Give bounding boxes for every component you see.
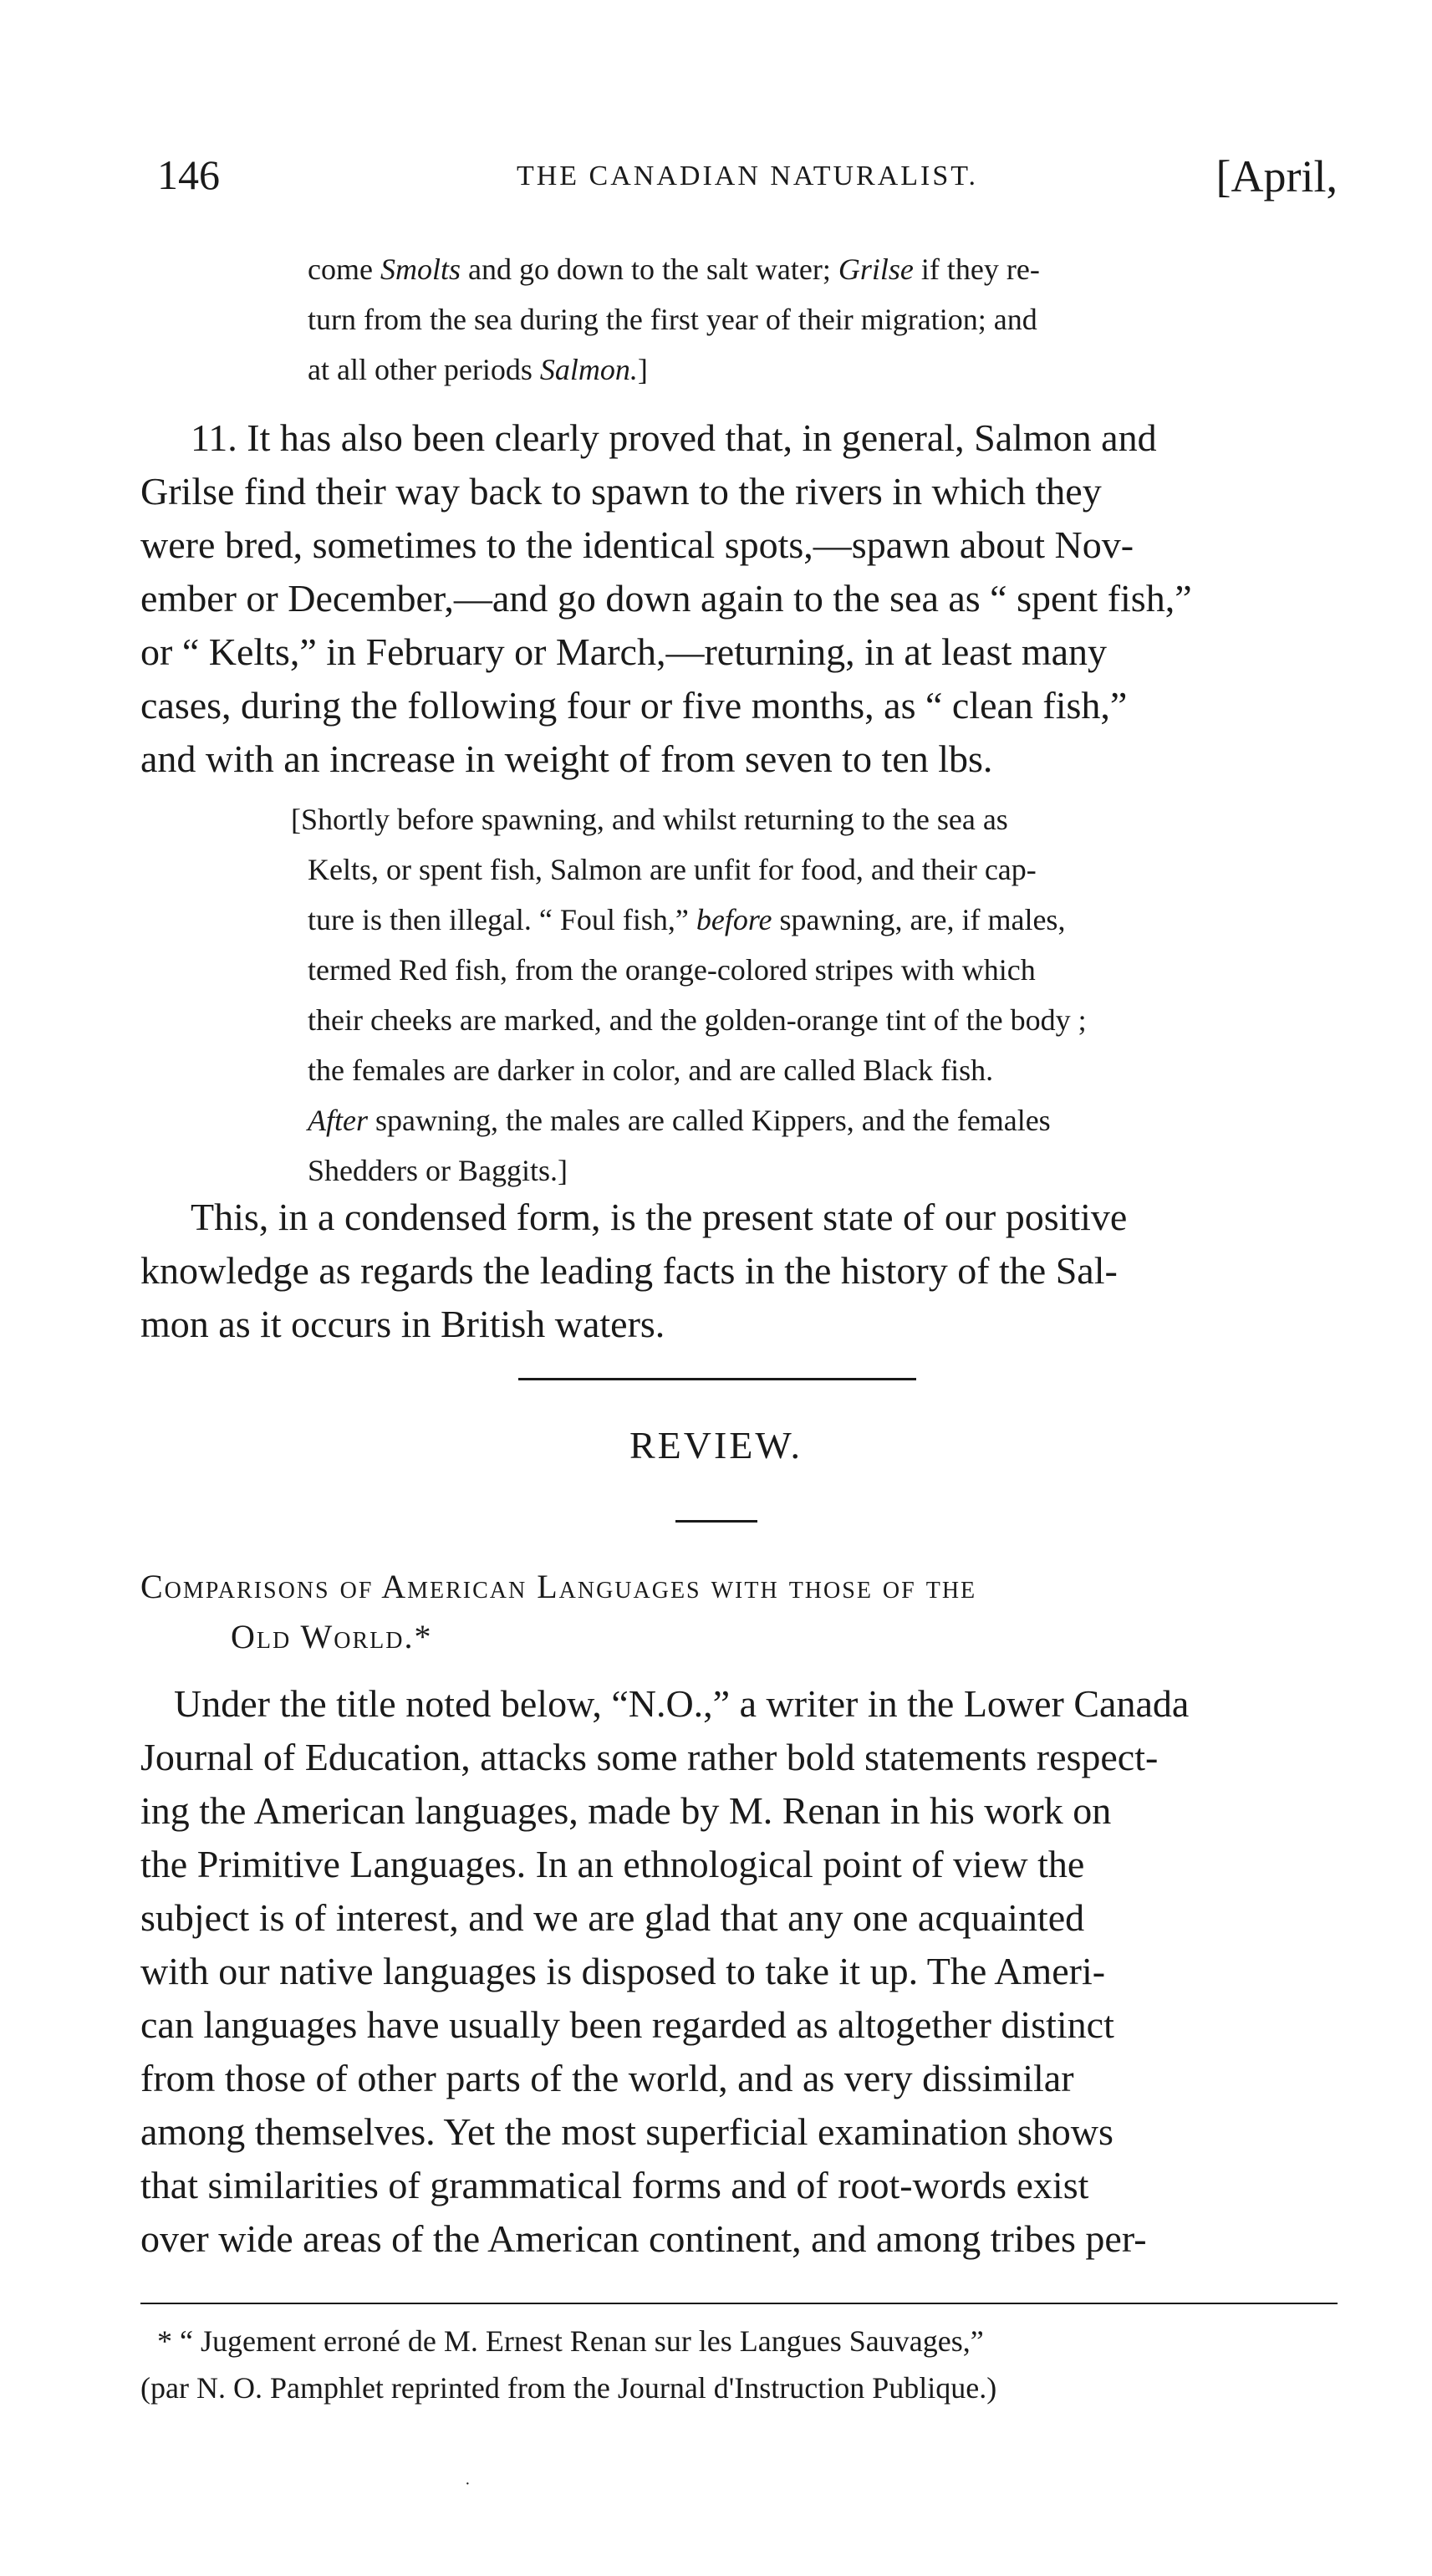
page-number: 146 xyxy=(157,151,220,198)
section-heading: REVIEW. xyxy=(629,1424,803,1467)
note-line: come Smolts and go down to the salt water; Grilse if they re- xyxy=(308,252,1040,286)
para-line: cases, during the following four or five months, as “ clean fish,” xyxy=(140,684,1128,727)
note-line: Shedders or Baggits.] xyxy=(308,1154,568,1187)
paragraph-number: 11. xyxy=(191,416,237,459)
article-title-line: Comparisons of American Languages with those of the xyxy=(140,1568,977,1605)
para-line: with our native languages is disposed to take it up. The Ameri- xyxy=(140,1950,1106,1992)
paragraph-11 xyxy=(140,411,1338,786)
bracket-note-kelts xyxy=(291,794,1338,1196)
para-line: ing the American languages, made by M. Renan in his work on xyxy=(140,1789,1112,1832)
para-line: or “ Kelts,” in February or March,—returning, in at least many xyxy=(140,630,1108,673)
running-head xyxy=(157,150,1338,217)
bracket-note-top xyxy=(308,244,1338,395)
para-line: the Primitive Languages. In an ethnological point of view the xyxy=(140,1843,1085,1885)
para-line: Journal of Education, attacks some rather bold statements respect- xyxy=(140,1736,1159,1778)
para-line: 11. It has also been clearly proved that, in general, Salmon and xyxy=(191,416,1157,459)
para-line: over wide areas of the American continent, and among tribes per- xyxy=(140,2217,1147,2260)
footnote-line: (par N. O. Pamphlet reprinted from the Journal d'Instruction Publique.) xyxy=(140,2371,997,2405)
footnote-rule xyxy=(140,2303,1338,2304)
note-line: Kelts, or spent fish, Salmon are unfit for food, and their cap- xyxy=(308,853,1037,886)
para-line: were bred, sometimes to the identical spots,—spawn about Nov- xyxy=(140,523,1134,566)
note-line: at all other periods Salmon.] xyxy=(308,353,648,386)
para-line: can languages have usually been regarded as altogether distinct xyxy=(140,2003,1114,2046)
note-line: [Shortly before spawning, and whilst returning to the sea as xyxy=(291,803,1008,836)
article-title xyxy=(140,1562,1338,1662)
para-line: from those of other parts of the world, and as very dissimilar xyxy=(140,2057,1074,2099)
footnote xyxy=(140,2318,1338,2411)
journal-title: THE CANADIAN NATURALIST. xyxy=(516,161,979,191)
para-line: among themselves. Yet the most superficial examination shows xyxy=(140,2110,1113,2153)
para-line: and with an increase in weight of from seven to ten lbs. xyxy=(140,737,993,780)
para-line: knowledge as regards the leading facts in the history of the Sal- xyxy=(140,1249,1118,1292)
para-line: subject is of interest, and we are glad that any one acquainted xyxy=(140,1896,1085,1939)
article-title-line: Old World.* xyxy=(231,1618,433,1655)
para-line: ember or December,—and go down again to the sea as “ spent fish,” xyxy=(140,577,1192,620)
note-line: their cheeks are marked, and the golden-orange tint of the body ; xyxy=(308,1003,1087,1037)
para-line: This, in a condensed form, is the present state of our positive xyxy=(191,1196,1128,1238)
note-line: ture is then illegal. “ Foul fish,” before spawning, are, if males, xyxy=(308,903,1066,936)
ink-speck: · xyxy=(465,2475,471,2493)
para-line: Under the title noted below, “N.O.,” a writer in the Lower Canada xyxy=(174,1682,1190,1725)
note-line: After spawning, the males are called Kippers, and the females xyxy=(308,1104,1051,1137)
short-rule xyxy=(675,1520,757,1523)
note-line: termed Red fish, from the orange-colored stripes with which xyxy=(308,953,1036,987)
review-paragraph xyxy=(140,1677,1338,2266)
section-divider xyxy=(518,1378,916,1380)
footnote-line: * “ Jugement erroné de M. Ernest Renan sur les Langues Sauvages,” xyxy=(157,2324,984,2358)
note-line: the females are darker in color, and are called Black fish. xyxy=(308,1053,994,1087)
issue-month: [April, xyxy=(1215,151,1338,201)
summary-paragraph xyxy=(140,1191,1338,1351)
para-line: mon as it occurs in British waters. xyxy=(140,1303,665,1345)
note-line: turn from the sea during the first year of their migration; and xyxy=(308,303,1037,336)
para-line: that similarities of grammatical forms and of root-words exist xyxy=(140,2164,1089,2206)
para-line: Grilse find their way back to spawn to the rivers in which they xyxy=(140,470,1102,513)
